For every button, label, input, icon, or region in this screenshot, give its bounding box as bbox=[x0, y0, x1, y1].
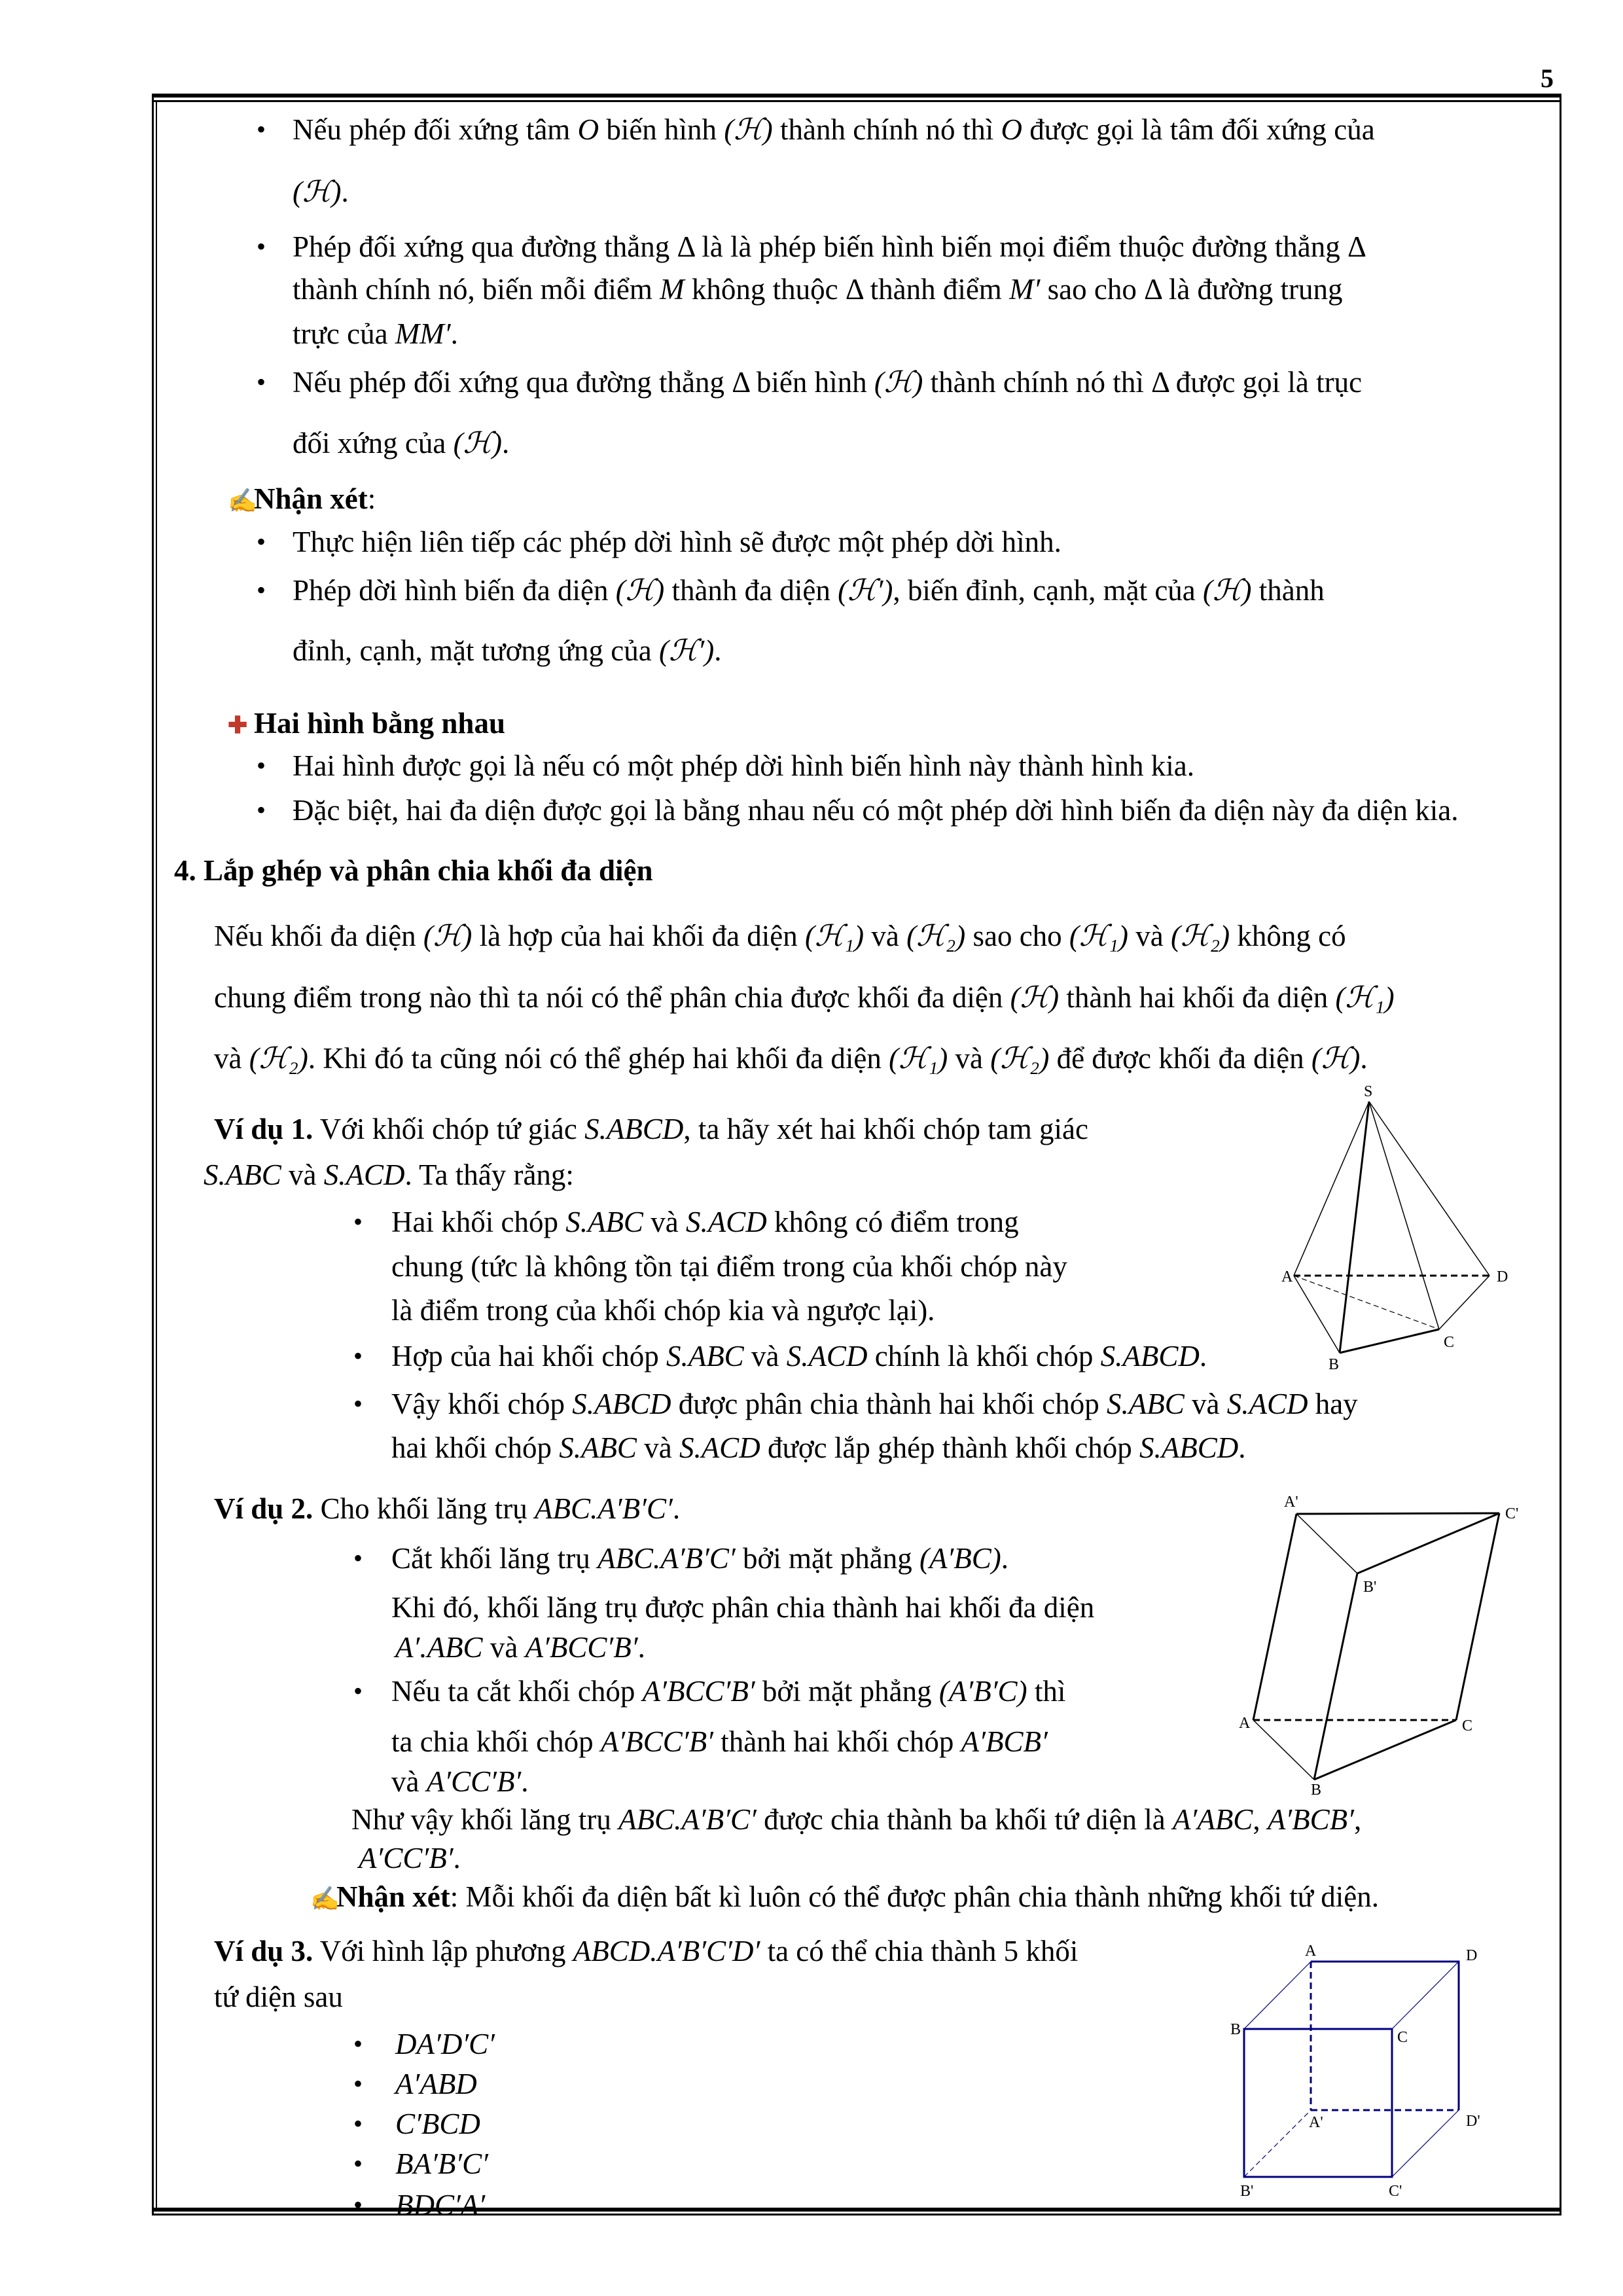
text-segment: và bbox=[281, 1158, 324, 1191]
text-segment: được lắp ghép thành khối chóp bbox=[760, 1431, 1139, 1464]
math-expression: A′CC′B′ bbox=[359, 1842, 454, 1874]
pyramid-label-b: B bbox=[1329, 1356, 1340, 1373]
text-segment: . bbox=[1199, 1340, 1207, 1372]
plus-bullet-icon: ✚ bbox=[228, 712, 248, 738]
text-segment: hay bbox=[1308, 1388, 1358, 1420]
text-segment: . bbox=[1360, 1042, 1368, 1075]
text-segment: . bbox=[450, 317, 458, 350]
text-segment: thành đa diện bbox=[664, 574, 838, 607]
math-expression: M bbox=[660, 273, 685, 306]
math-expression: (ℋ) bbox=[293, 175, 342, 208]
bullet-icon: • bbox=[257, 751, 266, 780]
text-segment: chung điểm trong nào thì ta nói có thể phân chia được khối đa diện bbox=[214, 981, 1010, 1014]
bold-heading: Nhận xét bbox=[254, 482, 368, 515]
text-segment: . Khi đó ta cũng nói có thể ghép hai khối đa diện bbox=[308, 1042, 889, 1075]
text-segment: được chia thành ba khối tứ diện là bbox=[756, 1803, 1173, 1836]
pen-note-icon: ✍ bbox=[310, 1886, 340, 1912]
prism-label-c-prime: C' bbox=[1505, 1505, 1519, 1522]
text-segment: và bbox=[636, 1431, 679, 1464]
text-segment: được gọi là tâm đối xứng của bbox=[1022, 113, 1375, 146]
text-segment: không có bbox=[1230, 920, 1346, 952]
text-segment: . bbox=[714, 634, 722, 667]
pyramid-label-d: D bbox=[1497, 1268, 1508, 1285]
text-segment: chính là khối chóp bbox=[867, 1340, 1101, 1372]
bold-heading: Ví dụ 1. bbox=[214, 1113, 313, 1145]
text-segment: , bbox=[1253, 1803, 1268, 1836]
math-expression: MM′ bbox=[395, 317, 451, 350]
math-expression: (ℋ′) bbox=[658, 634, 715, 667]
math-expression: S.ABC bbox=[559, 1431, 637, 1464]
math-expression: (ℋ₁) bbox=[1069, 920, 1129, 952]
bullet-icon: • bbox=[353, 1207, 363, 1236]
text-segment: và bbox=[391, 1765, 427, 1798]
text-segment: Thực hiện liên tiếp các phép dời hình sẽ được một phép dời hình. bbox=[293, 526, 1061, 558]
text-segment: . bbox=[672, 1492, 681, 1525]
text-segment: biến hình bbox=[599, 113, 724, 146]
bullet-icon: • bbox=[257, 367, 266, 397]
text-segment: Hai hình được gọi là nếu có một phép dời hình biến hình này thành hình kia. bbox=[293, 749, 1194, 782]
text-segment: . bbox=[521, 1765, 529, 1798]
text-segment: ta chia khối chóp bbox=[391, 1725, 601, 1758]
text-segment: hai khối chóp bbox=[391, 1431, 560, 1464]
bullet-icon: • bbox=[257, 527, 266, 556]
math-expression: A′CC′B′ bbox=[426, 1765, 522, 1798]
math-expression: (ℋ′) bbox=[838, 574, 893, 607]
math-expression: S.ABCD bbox=[572, 1388, 671, 1420]
cube-label-a: A bbox=[1305, 1943, 1317, 1960]
math-expression: A′BCC′B′ bbox=[600, 1725, 713, 1758]
math-expression: S.ABC bbox=[666, 1340, 744, 1372]
pyramid-label-a: A bbox=[1281, 1268, 1293, 1285]
text-segment: Khi đó, khối lăng trụ được phân chia thành hai khối đa diện bbox=[391, 1591, 1095, 1624]
text-segment: đỉnh, cạnh, mặt tương ứng của bbox=[293, 634, 659, 667]
text-segment: và bbox=[743, 1340, 787, 1372]
bullet-icon: • bbox=[353, 1389, 363, 1418]
math-expression: ABC.A′B′C′ bbox=[618, 1803, 757, 1836]
cube-label-d-prime: D' bbox=[1466, 2113, 1480, 2130]
math-expression: M′ bbox=[1009, 273, 1041, 306]
math-expression: A′BCB′ bbox=[961, 1725, 1048, 1758]
text-segment: . bbox=[1238, 1431, 1246, 1464]
math-expression: O bbox=[1001, 113, 1022, 146]
text-segment: và bbox=[482, 1631, 526, 1664]
cube-figure bbox=[1244, 1962, 1459, 2177]
math-expression: S.ACD bbox=[323, 1158, 405, 1191]
text-segment: Như vậy khối lăng trụ bbox=[351, 1803, 619, 1836]
text-segment: Với khối chóp tứ giác bbox=[313, 1113, 585, 1145]
math-expression: S.ACD bbox=[685, 1206, 767, 1238]
page-number: 5 bbox=[1541, 63, 1554, 93]
text-segment: không thuộc Δ thành điểm bbox=[684, 273, 1010, 306]
text-segment: không có điểm trong bbox=[766, 1206, 1019, 1238]
text-segment: Hợp của hai khối chóp bbox=[391, 1340, 666, 1372]
text-segment: trực của bbox=[293, 317, 395, 350]
bullet-icon: • bbox=[353, 2109, 363, 2138]
cube-label-c-prime: C' bbox=[1389, 2183, 1402, 2200]
text-segment: và bbox=[1128, 920, 1171, 952]
text-segment: , ta hãy xét hai khối chóp tam giác bbox=[683, 1113, 1088, 1145]
text-segment: : bbox=[367, 482, 376, 515]
text-segment: . bbox=[453, 1842, 461, 1874]
cube-label-b-prime: B' bbox=[1240, 2183, 1254, 2200]
text-segment: thành chính nó, biến mỗi điểm bbox=[293, 273, 660, 306]
math-expression: S.ABCD bbox=[1139, 1431, 1239, 1464]
math-expression: (ℋ) bbox=[423, 920, 473, 952]
math-expression: (ℋ) bbox=[1203, 574, 1252, 607]
bullet-icon: • bbox=[353, 1341, 363, 1371]
bold-heading: Nhận xét bbox=[336, 1880, 450, 1913]
text-segment: Nếu khối đa diện bbox=[214, 920, 423, 952]
bold-heading: Hai hình bằng nhau bbox=[254, 707, 505, 740]
math-expression: S.ABC bbox=[565, 1206, 643, 1238]
pyramid-figure bbox=[1294, 1102, 1489, 1353]
pen-note-icon: ✍ bbox=[228, 488, 257, 514]
math-expression: (ℋ₁) bbox=[805, 920, 865, 952]
math-expression: (A′B′C) bbox=[938, 1675, 1027, 1708]
prism-label-b-prime: B' bbox=[1363, 1579, 1377, 1596]
math-expression: (ℋ) bbox=[724, 113, 773, 146]
bullet-icon: • bbox=[257, 575, 266, 605]
text-segment: và bbox=[864, 920, 907, 952]
bold-heading: Ví dụ 2. bbox=[214, 1492, 313, 1525]
text-segment: Phép dời hình biến đa diện bbox=[293, 574, 616, 607]
text-segment: Nếu phép đối xứng qua đường thẳng Δ biến hình bbox=[293, 366, 874, 399]
bullet-icon: • bbox=[257, 795, 266, 825]
text-segment: thành hai khối chóp bbox=[713, 1725, 961, 1758]
bullet-icon: • bbox=[353, 2069, 363, 2098]
text-segment: tứ diện sau bbox=[214, 1981, 343, 2013]
text-segment: Hai khối chóp bbox=[391, 1206, 566, 1238]
prism-label-c: C bbox=[1462, 1717, 1473, 1734]
text-segment: Nếu ta cắt khối chóp bbox=[391, 1675, 643, 1708]
prism-label-a: A bbox=[1239, 1715, 1251, 1732]
math-expression: A′ABC bbox=[1173, 1803, 1253, 1836]
text-segment: thành bbox=[1251, 574, 1325, 607]
math-expression: (ℋ) bbox=[874, 366, 923, 399]
bullet-icon: • bbox=[257, 232, 266, 261]
text-segment: là hợp của hai khối đa diện bbox=[472, 920, 806, 952]
math-expression: A′BCC′B′ bbox=[642, 1675, 755, 1708]
text-segment: Cho khối lăng trụ bbox=[313, 1492, 535, 1525]
text-segment: sao cho Δ là đường trung bbox=[1040, 273, 1343, 306]
text-segment: và bbox=[948, 1042, 991, 1075]
text-segment: thành chính nó thì bbox=[772, 113, 1001, 146]
math-expression: A′BCC′B′ bbox=[525, 1631, 638, 1664]
bullet-icon: • bbox=[353, 2190, 363, 2219]
text-segment: Phép đối xứng qua đường thẳng Δ là là phép biến hình biến mọi điểm thuộc đường thẳng Δ bbox=[293, 230, 1366, 263]
math-expression: S.ABC bbox=[204, 1158, 281, 1191]
math-expression: (ℋ) bbox=[1311, 1042, 1361, 1075]
bullet-icon: • bbox=[257, 115, 266, 144]
cube-label-c: C bbox=[1397, 2029, 1408, 2046]
text-segment: Vậy khối chóp bbox=[391, 1388, 573, 1420]
text-segment: thì bbox=[1027, 1675, 1066, 1708]
text-segment: Đặc biệt, hai đa diện được gọi là bằng nhau nếu có một phép dời hình biến đa diện này đa diện kia. bbox=[293, 794, 1459, 827]
text-segment: chung (tức là không tồn tại điểm trong của khối chóp này bbox=[391, 1250, 1067, 1283]
text-segment: và bbox=[643, 1206, 686, 1238]
math-expression: (ℋ) bbox=[615, 574, 665, 607]
math-expression: (ℋ₂) bbox=[990, 1042, 1050, 1075]
math-expression: S.ACD bbox=[1226, 1388, 1308, 1420]
bullet-icon: • bbox=[353, 2149, 363, 2178]
text-segment: là điểm trong của khối chóp kia và ngược lại). bbox=[391, 1294, 935, 1327]
math-expression: A′ABD bbox=[395, 2068, 477, 2100]
pyramid-label-s: S bbox=[1364, 1083, 1373, 1100]
text-segment: Cắt khối lăng trụ bbox=[391, 1542, 597, 1575]
bold-heading: Ví dụ 3. bbox=[214, 1935, 313, 1967]
math-expression: S.ABCD bbox=[1100, 1340, 1200, 1372]
math-expression: (ℋ) bbox=[453, 427, 503, 459]
math-expression: BA′B′C′ bbox=[395, 2147, 489, 2180]
text-segment: Với hình lập phương bbox=[313, 1935, 573, 1967]
math-expression: S.ABC bbox=[1106, 1388, 1185, 1420]
math-expression: (ℋ₁) bbox=[1335, 981, 1395, 1014]
bullet-icon: • bbox=[353, 2029, 363, 2058]
bold-heading: 4. Lắp ghép và phân chia khối đa diện bbox=[174, 854, 653, 887]
prism-label-b: B bbox=[1311, 1782, 1322, 1799]
text-segment: . bbox=[1001, 1542, 1009, 1575]
math-expression: BDC′A′ bbox=[395, 2189, 486, 2221]
math-expression: (ℋ) bbox=[1010, 981, 1060, 1014]
text-segment: Nếu phép đối xứng tâm bbox=[293, 113, 578, 146]
prism-figure bbox=[1253, 1513, 1499, 1780]
text-segment: , bbox=[1354, 1803, 1362, 1836]
cube-label-a-prime: A' bbox=[1309, 2114, 1323, 2131]
text-segment: : Mỗi khối đa diện bất kì luôn có thể được phân chia thành những khối tứ diện. bbox=[450, 1880, 1379, 1913]
math-expression: (ℋ₂) bbox=[906, 920, 966, 952]
math-expression: A′.ABC bbox=[395, 1631, 483, 1664]
text-segment: để được khối đa diện bbox=[1049, 1042, 1311, 1075]
math-expression: C′BCD bbox=[395, 2108, 480, 2140]
text-segment: ta có thể chia thành 5 khối bbox=[760, 1935, 1079, 1967]
bullet-icon: • bbox=[353, 1543, 363, 1573]
text-segment: thành chính nó thì Δ được gọi là trục bbox=[923, 366, 1363, 399]
math-expression: S.ABCD bbox=[584, 1113, 684, 1145]
cube-label-b: B bbox=[1230, 2021, 1241, 2038]
bullet-icon: • bbox=[353, 1676, 363, 1706]
math-expression: ABC.A′B′C′ bbox=[535, 1492, 673, 1525]
text-segment: bởi mặt phẳng bbox=[755, 1675, 939, 1708]
text-segment: , biến đỉnh, cạnh, mặt của bbox=[893, 574, 1204, 607]
math-expression: DA′D′C′ bbox=[395, 2028, 495, 2060]
text-segment: thành hai khối đa diện bbox=[1059, 981, 1336, 1014]
text-segment: . bbox=[502, 427, 510, 459]
math-expression: S.ACD bbox=[679, 1431, 760, 1464]
pyramid-label-c: C bbox=[1444, 1334, 1455, 1351]
math-expression: (ℋ₂) bbox=[1171, 920, 1230, 952]
math-expression: A′BCB′ bbox=[1267, 1803, 1354, 1836]
math-expression: ABCD.A′B′C′D′ bbox=[573, 1935, 760, 1967]
text-segment: bởi mặt phẳng bbox=[735, 1542, 919, 1575]
cube-label-d: D bbox=[1466, 1947, 1478, 1964]
prism-label-a-prime: A' bbox=[1284, 1494, 1298, 1511]
math-expression: (ℋ₂) bbox=[249, 1042, 308, 1075]
math-expression: (A′BC) bbox=[919, 1542, 1001, 1575]
math-expression: (ℋ₁) bbox=[889, 1042, 948, 1075]
text-segment: đối xứng của bbox=[293, 427, 454, 459]
text-segment: và bbox=[1184, 1388, 1227, 1420]
text-segment: được phân chia thành hai khối chóp bbox=[671, 1388, 1107, 1420]
text-segment: . bbox=[341, 175, 349, 208]
math-expression: O bbox=[577, 113, 599, 146]
math-expression: ABC.A′B′C′ bbox=[597, 1542, 736, 1575]
text-segment: . Ta thấy rằng: bbox=[404, 1158, 574, 1191]
text-segment: . bbox=[637, 1631, 645, 1664]
text-segment: sao cho bbox=[965, 920, 1069, 952]
math-expression: S.ACD bbox=[786, 1340, 868, 1372]
text-segment: và bbox=[214, 1042, 249, 1075]
